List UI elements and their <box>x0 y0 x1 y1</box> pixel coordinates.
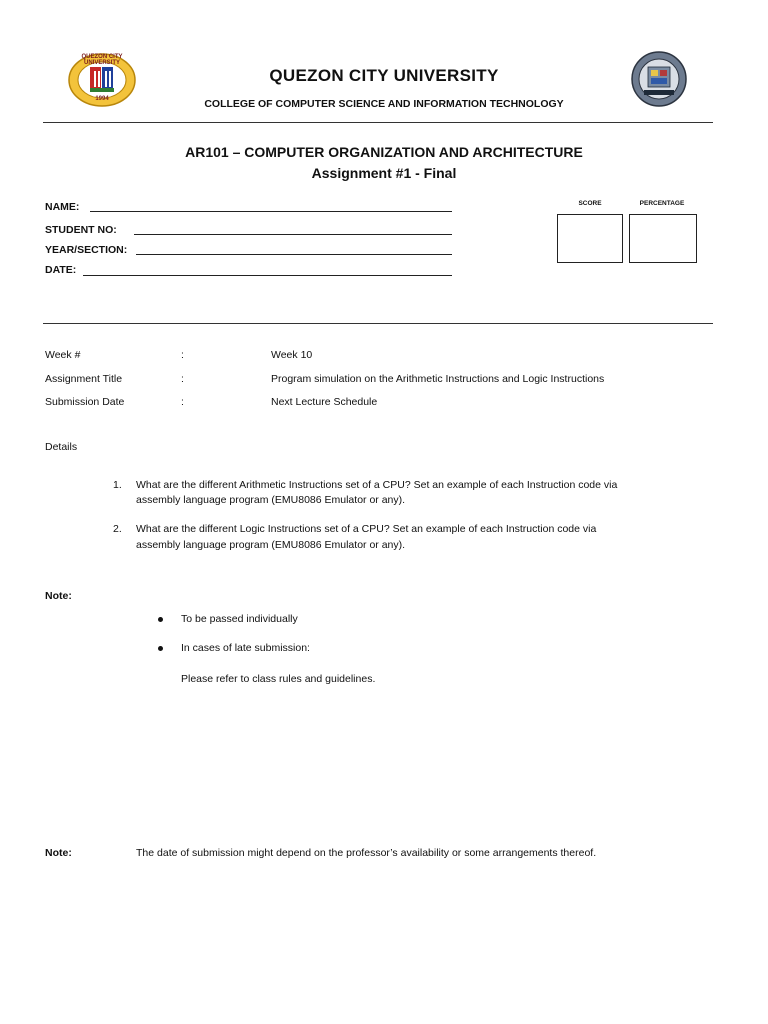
university-name: QUEZON CITY UNIVERSITY <box>269 66 499 85</box>
note-bullet-1: To be passed individually <box>181 613 298 625</box>
note2-text: The date of submission might depend on the professor’s availability or some arrangements thereof. <box>136 847 597 859</box>
logo-arc-text: QUEZON CITY UNIVERSITY <box>81 54 123 66</box>
item-2-line-2: assembly language program (EMU8086 Emulator or any). <box>136 539 406 551</box>
header-divider <box>43 122 713 123</box>
student-no-label: STUDENT NO: <box>45 224 117 236</box>
score-box[interactable] <box>557 214 623 263</box>
item-1-number: 1. <box>113 479 122 491</box>
item-1-line-2: assembly language program (EMU8086 Emulator or any). <box>136 494 406 506</box>
item-2-line-1: What are the different Logic Instructions set of a CPU? Set an example of each Instruction code via <box>136 523 597 535</box>
year-section-label: YEAR/SECTION: <box>45 244 128 256</box>
year-section-field[interactable] <box>136 254 452 255</box>
course-title: AR101 – COMPUTER ORGANIZATION AND ARCHITECTURE <box>185 144 583 160</box>
note-heading: Note: <box>45 590 72 602</box>
submission-date-sep: : <box>181 396 184 408</box>
details-heading: Details <box>45 441 78 453</box>
date-label: DATE: <box>45 264 77 276</box>
submission-date-value: Next Lecture Schedule <box>271 396 378 408</box>
item-1-line-1: What are the different Arithmetic Instructions set of a CPU? Set an example of each Instruction code via <box>136 479 618 491</box>
note2-label: Note: <box>45 847 72 859</box>
percentage-label: PERCENTAGE <box>639 200 685 207</box>
note-subtext: Please refer to class rules and guidelines. <box>181 673 376 685</box>
assignment-title-label: Assignment Title <box>45 373 123 385</box>
college-name: COLLEGE OF COMPUTER SCIENCE AND INFORMATION TECHNOLOGY <box>204 98 564 110</box>
date-field[interactable] <box>83 275 452 276</box>
note-bullet-2: In cases of late submission: <box>181 642 310 654</box>
name-field[interactable] <box>90 211 452 212</box>
bullet-icon <box>158 646 163 651</box>
logo-year-text: 1994 <box>95 96 109 102</box>
name-label: NAME: <box>45 201 80 213</box>
assignment-title-value: Program simulation on the Arithmetic Instructions and Logic Instructions <box>271 373 605 385</box>
bullet-icon <box>158 617 163 622</box>
form-divider <box>43 323 713 324</box>
week-value: Week 10 <box>271 349 313 361</box>
assignment-title-sep: : <box>181 373 184 385</box>
week-sep: : <box>181 349 184 361</box>
item-2-number: 2. <box>113 523 122 535</box>
week-label: Week # <box>45 349 81 361</box>
student-no-field[interactable] <box>134 234 452 235</box>
score-label: SCORE <box>578 200 602 207</box>
percentage-box[interactable] <box>629 214 697 263</box>
assignment-title: Assignment #1 - Final <box>311 165 457 181</box>
submission-date-label: Submission Date <box>45 396 125 408</box>
